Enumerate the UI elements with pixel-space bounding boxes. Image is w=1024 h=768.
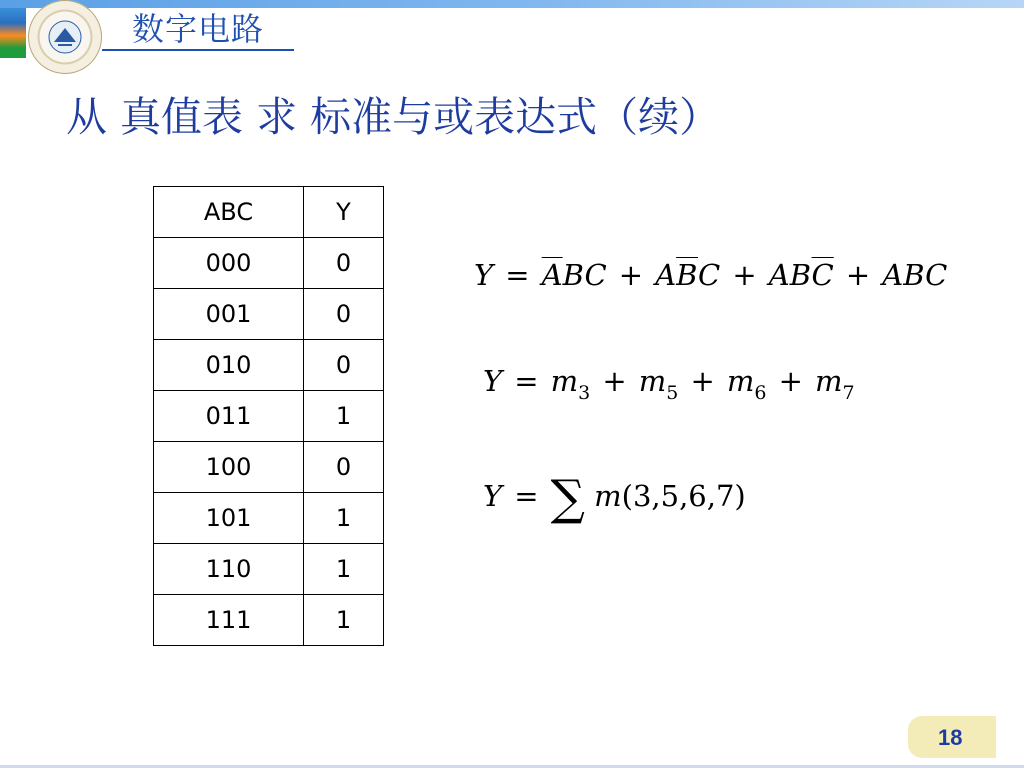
cell-y: 1 — [304, 391, 384, 442]
table-row — [154, 442, 384, 493]
equation-sigma-notation: Y = ∑ m(3,5,6,7) — [483, 470, 746, 526]
logo-emblem-icon — [48, 20, 82, 54]
cell-y: 0 — [304, 340, 384, 391]
table-header-row — [154, 187, 384, 238]
cell-y: 0 — [304, 238, 384, 289]
course-title: 数字电路 — [132, 10, 265, 48]
cell-y: 0 — [304, 289, 384, 340]
table-row — [154, 340, 384, 391]
cell-abc: 011 — [154, 391, 304, 442]
table-row — [154, 391, 384, 442]
table-row — [154, 289, 384, 340]
cell-abc: 111 — [154, 595, 304, 646]
cell-y: 1 — [304, 595, 384, 646]
cell-y: 1 — [304, 493, 384, 544]
table-row — [154, 493, 384, 544]
cell-abc: 101 — [154, 493, 304, 544]
table-row — [154, 238, 384, 289]
header-y: Y — [304, 187, 384, 238]
cell-y: 1 — [304, 544, 384, 595]
table-row — [154, 544, 384, 595]
page-number: 18 — [938, 725, 963, 750]
cell-abc: 001 — [154, 289, 304, 340]
header-abc: ABC — [154, 187, 304, 238]
course-title-underline — [102, 49, 294, 51]
equation-minterm-expansion: Y = $\overline{A}BC$ + $A\overline{B}C$ + $AB\overline{C}$ + ABC — [474, 258, 948, 292]
slide-title: 从 真值表 求 标准与或表达式（续） — [66, 93, 721, 141]
cell-abc: 010 — [154, 340, 304, 391]
truth-table — [153, 186, 384, 646]
cell-abc: 000 — [154, 238, 304, 289]
university-logo — [28, 0, 102, 74]
table-row — [154, 595, 384, 646]
cell-y: 0 — [304, 442, 384, 493]
left-color-strip — [0, 8, 26, 58]
cell-abc: 100 — [154, 442, 304, 493]
cell-abc: 110 — [154, 544, 304, 595]
equation-minterm-notation: Y = $m_3$ + $m_5$ + $m_6$ + $m_7$ — [483, 364, 855, 404]
